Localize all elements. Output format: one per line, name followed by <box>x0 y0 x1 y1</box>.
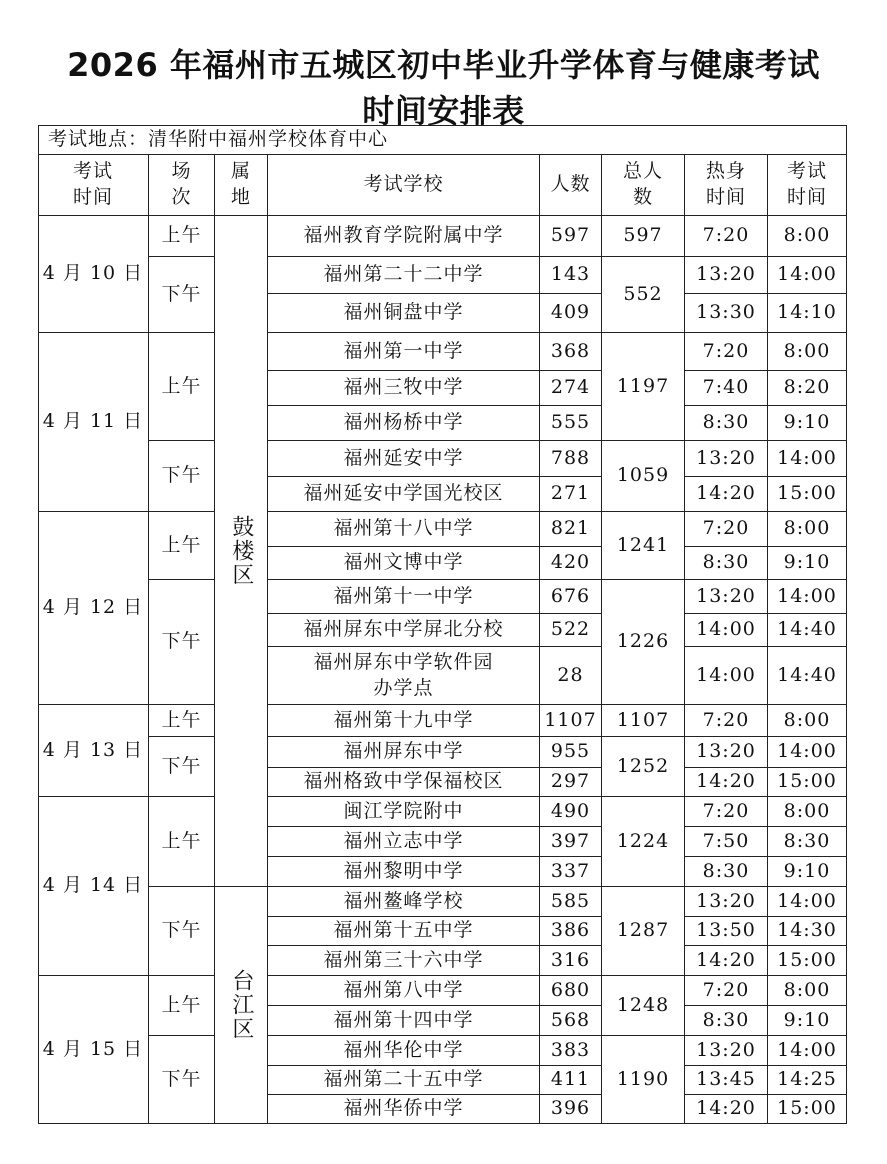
exam-date: 4 月 14 日 <box>38 797 149 976</box>
exam-time: 15:00 <box>768 768 847 797</box>
school-name: 福州黎明中学 <box>268 857 540 887</box>
student-count: 337 <box>540 857 602 887</box>
warmup-time: 14:20 <box>685 768 768 797</box>
session-total: 1197 <box>602 333 685 441</box>
student-count: 585 <box>540 887 602 917</box>
header-warmup: 热身 时间 <box>685 155 768 216</box>
page-title: 2026 年福州市五城区初中毕业升学体育与健康考试 <box>67 46 820 84</box>
session: 上午 <box>149 976 215 1036</box>
warmup-time: 14:20 <box>685 1095 768 1124</box>
exam-date: 4 月 10 日 <box>38 216 149 333</box>
session: 上午 <box>149 333 215 441</box>
school-name: 福州屏东中学 <box>268 737 540 768</box>
school-name: 福州第八中学 <box>268 976 540 1006</box>
session: 上午 <box>149 797 215 887</box>
exam-time: 8:00 <box>768 216 847 257</box>
session-total: 1252 <box>602 737 685 797</box>
exam-time: 15:00 <box>768 946 847 976</box>
student-count: 555 <box>540 406 602 441</box>
student-count: 386 <box>540 917 602 946</box>
session: 上午 <box>149 705 215 737</box>
session-total: 1190 <box>602 1036 685 1124</box>
warmup-time: 13:20 <box>685 441 768 477</box>
header-exam: 考试 时间 <box>768 155 847 216</box>
school-name: 福州立志中学 <box>268 827 540 857</box>
warmup-time: 7:20 <box>685 976 768 1006</box>
exam-time: 9:10 <box>768 857 847 887</box>
student-count: 568 <box>540 1006 602 1036</box>
school-name: 福州教育学院附属中学 <box>268 216 540 257</box>
student-count: 271 <box>540 477 602 512</box>
exam-time: 14:00 <box>768 257 847 294</box>
session: 上午 <box>149 216 215 257</box>
warmup-time: 13:50 <box>685 917 768 946</box>
school-name: 福州第十一中学 <box>268 580 540 614</box>
exam-time: 14:00 <box>768 737 847 768</box>
session: 下午 <box>149 441 215 512</box>
exam-time: 15:00 <box>768 477 847 512</box>
session: 下午 <box>149 1036 215 1124</box>
exam-date: 4 月 15 日 <box>38 976 149 1124</box>
exam-time: 9:10 <box>768 547 847 580</box>
school-name: 福州杨桥中学 <box>268 406 540 441</box>
school-name: 福州延安中学国光校区 <box>268 477 540 512</box>
session-total: 1287 <box>602 887 685 976</box>
exam-date: 4 月 13 日 <box>38 705 149 797</box>
school-name: 福州第十八中学 <box>268 512 540 547</box>
warmup-time: 13:30 <box>685 294 768 333</box>
school-name: 福州三牧中学 <box>268 371 540 406</box>
exam-time: 14:10 <box>768 294 847 333</box>
district: 台江区 <box>215 887 268 1124</box>
warmup-time: 14:00 <box>685 647 768 705</box>
warmup-time: 14:20 <box>685 946 768 976</box>
school-name: 福州铜盘中学 <box>268 294 540 333</box>
exam-time: 14:40 <box>768 647 847 705</box>
exam-time: 8:30 <box>768 827 847 857</box>
school-name: 福州鳌峰学校 <box>268 887 540 917</box>
exam-time: 14:00 <box>768 1036 847 1066</box>
header-school: 考试学校 <box>268 155 540 216</box>
student-count: 676 <box>540 580 602 614</box>
school-name: 福州屏东中学软件园 办学点 <box>268 647 540 705</box>
student-count: 420 <box>540 547 602 580</box>
exam-time: 14:30 <box>768 917 847 946</box>
warmup-time: 14:20 <box>685 477 768 512</box>
exam-time: 14:00 <box>768 580 847 614</box>
student-count: 522 <box>540 614 602 647</box>
warmup-time: 13:20 <box>685 257 768 294</box>
exam-time: 9:10 <box>768 406 847 441</box>
exam-time: 8:00 <box>768 976 847 1006</box>
warmup-time: 7:20 <box>685 216 768 257</box>
header-count: 人数 <box>540 155 602 216</box>
warmup-time: 7:50 <box>685 827 768 857</box>
school-name: 福州第十九中学 <box>268 705 540 737</box>
exam-date: 4 月 11 日 <box>38 333 149 512</box>
warmup-time: 13:45 <box>685 1066 768 1095</box>
warmup-time: 7:20 <box>685 797 768 827</box>
student-count: 297 <box>540 768 602 797</box>
session-total: 1226 <box>602 580 685 705</box>
student-count: 411 <box>540 1066 602 1095</box>
exam-time: 8:00 <box>768 512 847 547</box>
student-count: 397 <box>540 827 602 857</box>
session: 上午 <box>149 512 215 580</box>
header-total: 总人 数 <box>602 155 685 216</box>
exam-time: 8:00 <box>768 333 847 371</box>
exam-date: 4 月 12 日 <box>38 512 149 705</box>
warmup-time: 8:30 <box>685 1006 768 1036</box>
student-count: 274 <box>540 371 602 406</box>
session-total: 597 <box>602 216 685 257</box>
school-name: 闽江学院附中 <box>268 797 540 827</box>
warmup-time: 13:20 <box>685 580 768 614</box>
student-count: 368 <box>540 333 602 371</box>
school-name: 福州屏东中学屏北分校 <box>268 614 540 647</box>
school-name: 福州第三十六中学 <box>268 946 540 976</box>
exam-time: 9:10 <box>768 1006 847 1036</box>
student-count: 396 <box>540 1095 602 1124</box>
exam-time: 14:00 <box>768 887 847 917</box>
session-total: 1224 <box>602 797 685 887</box>
student-count: 1107 <box>540 705 602 737</box>
warmup-time: 7:20 <box>685 333 768 371</box>
student-count: 597 <box>540 216 602 257</box>
session: 下午 <box>149 887 215 976</box>
school-name: 福州格致中学保福校区 <box>268 768 540 797</box>
warmup-time: 13:20 <box>685 887 768 917</box>
student-count: 28 <box>540 647 602 705</box>
exam-time: 14:25 <box>768 1066 847 1095</box>
student-count: 955 <box>540 737 602 768</box>
district: 鼓楼区 <box>215 216 268 887</box>
header-district: 属 地 <box>215 155 268 216</box>
warmup-time: 7:40 <box>685 371 768 406</box>
session-total: 1107 <box>602 705 685 737</box>
student-count: 680 <box>540 976 602 1006</box>
warmup-time: 8:30 <box>685 857 768 887</box>
session-total: 1241 <box>602 512 685 580</box>
session-total: 1248 <box>602 976 685 1036</box>
school-name: 福州华侨中学 <box>268 1095 540 1124</box>
school-name: 福州华伦中学 <box>268 1036 540 1066</box>
school-name: 福州第二十五中学 <box>268 1066 540 1095</box>
student-count: 316 <box>540 946 602 976</box>
session-total: 552 <box>602 257 685 333</box>
student-count: 143 <box>540 257 602 294</box>
exam-time: 8:00 <box>768 705 847 737</box>
session: 下午 <box>149 580 215 705</box>
school-name: 福州第十五中学 <box>268 917 540 946</box>
student-count: 821 <box>540 512 602 547</box>
session: 下午 <box>149 737 215 797</box>
warmup-time: 8:30 <box>685 547 768 580</box>
warmup-time: 14:00 <box>685 614 768 647</box>
student-count: 383 <box>540 1036 602 1066</box>
session: 下午 <box>149 257 215 333</box>
exam-time: 8:20 <box>768 371 847 406</box>
warmup-time: 13:20 <box>685 1036 768 1066</box>
exam-location: 考试地点：清华附中福州学校体育中心 <box>38 125 847 155</box>
warmup-time: 7:20 <box>685 705 768 737</box>
page-subtitle: 时间安排表 <box>362 92 525 130</box>
exam-time: 14:00 <box>768 441 847 477</box>
header-session: 场 次 <box>149 155 215 216</box>
school-name: 福州延安中学 <box>268 441 540 477</box>
student-count: 409 <box>540 294 602 333</box>
student-count: 490 <box>540 797 602 827</box>
warmup-time: 13:20 <box>685 737 768 768</box>
student-count: 788 <box>540 441 602 477</box>
school-name: 福州第二十二中学 <box>268 257 540 294</box>
header-date: 考试 时间 <box>38 155 149 216</box>
school-name: 福州第一中学 <box>268 333 540 371</box>
session-total: 1059 <box>602 441 685 512</box>
warmup-time: 7:20 <box>685 512 768 547</box>
school-name: 福州文博中学 <box>268 547 540 580</box>
warmup-time: 8:30 <box>685 406 768 441</box>
exam-time: 15:00 <box>768 1095 847 1124</box>
exam-time: 14:40 <box>768 614 847 647</box>
school-name: 福州第十四中学 <box>268 1006 540 1036</box>
exam-time: 8:00 <box>768 797 847 827</box>
